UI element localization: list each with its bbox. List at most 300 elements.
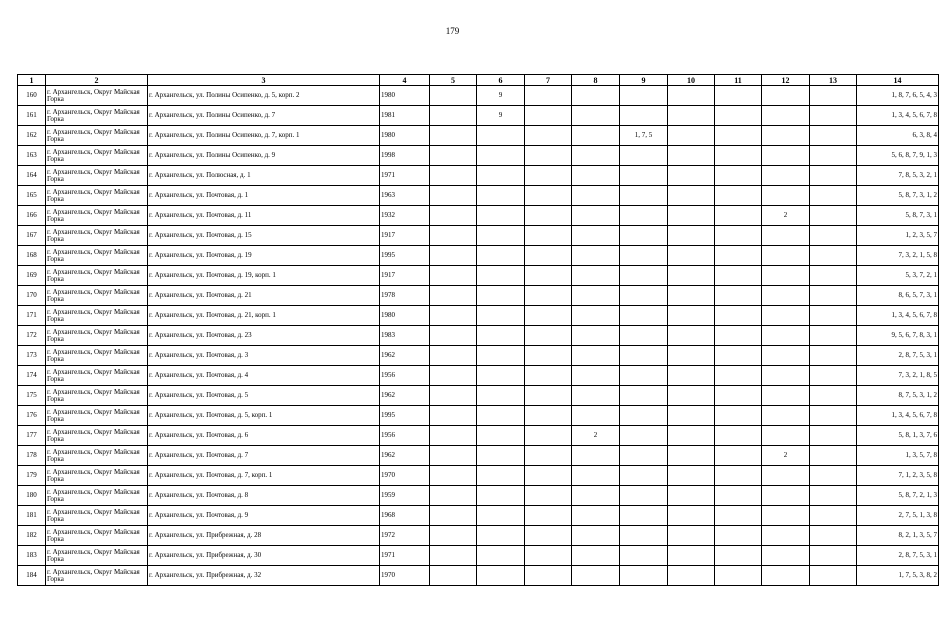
- cell-col-12: [762, 306, 810, 326]
- cell-col-7: [525, 306, 572, 326]
- cell-col-6: [477, 206, 525, 226]
- cell-col-1: 176: [18, 406, 46, 426]
- cell-col-6: [477, 566, 525, 586]
- table-row: [18, 466, 939, 486]
- cell-col-13: [810, 306, 857, 326]
- cell-col-13: [810, 146, 857, 166]
- cell-col-12: [762, 406, 810, 426]
- cell-col-12: [762, 146, 810, 166]
- cell-col-11: [715, 326, 762, 346]
- cell-col-4: 1963: [380, 186, 430, 206]
- cell-col-13: [810, 406, 857, 426]
- cell-col-9: 1, 7, 5: [620, 126, 668, 146]
- table-row: [18, 186, 939, 206]
- cell-col-12: [762, 386, 810, 406]
- cell-col-3: г. Архангельск, ул. Почтовая, д. 8: [148, 486, 380, 506]
- cell-col-4: 1971: [380, 546, 430, 566]
- cell-col-6: [477, 466, 525, 486]
- cell-col-1: 177: [18, 426, 46, 446]
- cell-col-3: г. Архангельск, ул. Прибрежная, д. 28: [148, 526, 380, 546]
- cell-col-5: [430, 166, 477, 186]
- cell-col-5: [430, 546, 477, 566]
- cell-col-8: [572, 466, 620, 486]
- cell-col-14: 2, 8, 7, 5, 3, 1: [857, 546, 939, 566]
- cell-col-10: [668, 266, 715, 286]
- cell-col-3: г. Архангельск, ул. Почтовая, д. 19: [148, 246, 380, 266]
- column-header-14: 14: [857, 75, 939, 86]
- cell-col-14: 5, 8, 7, 3, 1: [857, 206, 939, 226]
- cell-col-7: [525, 446, 572, 466]
- cell-col-1: 168: [18, 246, 46, 266]
- cell-col-12: [762, 266, 810, 286]
- cell-col-10: [668, 306, 715, 326]
- table-row: [18, 326, 939, 346]
- column-header-8: 8: [572, 75, 620, 86]
- cell-col-6: 9: [477, 106, 525, 126]
- cell-col-6: [477, 306, 525, 326]
- cell-col-14: 1, 3, 4, 5, 6, 7, 8: [857, 306, 939, 326]
- cell-col-10: [668, 206, 715, 226]
- cell-col-3: г. Архангельск, ул. Полины Осипенко, д. 5, корп. 2: [148, 86, 380, 106]
- cell-col-1: 181: [18, 506, 46, 526]
- cell-col-3: г. Архангельск, ул. Почтовая, д. 11: [148, 206, 380, 226]
- table-body: [18, 86, 939, 586]
- cell-col-6: [477, 286, 525, 306]
- table-row: [18, 546, 939, 566]
- cell-col-7: [525, 86, 572, 106]
- cell-col-13: [810, 366, 857, 386]
- cell-col-6: [477, 166, 525, 186]
- column-header-2: 2: [46, 75, 148, 86]
- cell-col-14: 7, 3, 2, 1, 5, 8: [857, 246, 939, 266]
- cell-col-14: 5, 6, 8, 7, 9, 1, 3: [857, 146, 939, 166]
- column-header-13: 13: [810, 75, 857, 86]
- cell-col-12: [762, 486, 810, 506]
- cell-col-14: 7, 1, 2, 3, 5, 8: [857, 466, 939, 486]
- cell-col-8: [572, 566, 620, 586]
- cell-col-14: 5, 8, 1, 3, 7, 6: [857, 426, 939, 446]
- cell-col-11: [715, 546, 762, 566]
- cell-col-14: 1, 3, 4, 5, 6, 7, 8: [857, 406, 939, 426]
- cell-col-11: [715, 106, 762, 126]
- cell-col-14: 8, 2, 1, 3, 5, 7: [857, 526, 939, 546]
- cell-col-4: 1980: [380, 126, 430, 146]
- cell-col-13: [810, 466, 857, 486]
- cell-col-2: г. Архангельск, Округ Майская Горка: [46, 366, 148, 386]
- cell-col-13: [810, 566, 857, 586]
- cell-col-10: [668, 346, 715, 366]
- column-header-4: 4: [380, 75, 430, 86]
- cell-col-2: г. Архангельск, Округ Майская Горка: [46, 186, 148, 206]
- cell-col-10: [668, 86, 715, 106]
- cell-col-9: [620, 546, 668, 566]
- cell-col-12: [762, 526, 810, 546]
- column-header-6: 6: [477, 75, 525, 86]
- cell-col-3: г. Архангельск, ул. Почтовая, д. 19, корп. 1: [148, 266, 380, 286]
- cell-col-9: [620, 166, 668, 186]
- cell-col-5: [430, 466, 477, 486]
- cell-col-14: 7, 8, 5, 3, 2, 1: [857, 166, 939, 186]
- cell-col-4: 1962: [380, 386, 430, 406]
- cell-col-6: [477, 326, 525, 346]
- cell-col-8: [572, 546, 620, 566]
- cell-col-9: [620, 426, 668, 446]
- cell-col-9: [620, 106, 668, 126]
- cell-col-3: г. Архангельск, ул. Почтовая, д. 7: [148, 446, 380, 466]
- cell-col-4: 1980: [380, 306, 430, 326]
- cell-col-11: [715, 446, 762, 466]
- cell-col-12: [762, 246, 810, 266]
- cell-col-5: [430, 486, 477, 506]
- cell-col-5: [430, 186, 477, 206]
- cell-col-2: г. Архангельск, Округ Майская Горка: [46, 246, 148, 266]
- cell-col-12: 2: [762, 446, 810, 466]
- cell-col-9: [620, 446, 668, 466]
- cell-col-5: [430, 226, 477, 246]
- table-row: [18, 166, 939, 186]
- cell-col-1: 179: [18, 466, 46, 486]
- cell-col-6: [477, 486, 525, 506]
- cell-col-7: [525, 346, 572, 366]
- cell-col-8: [572, 86, 620, 106]
- table-row: [18, 566, 939, 586]
- cell-col-10: [668, 166, 715, 186]
- cell-col-11: [715, 266, 762, 286]
- cell-col-13: [810, 486, 857, 506]
- cell-col-4: 1970: [380, 566, 430, 586]
- cell-col-9: [620, 266, 668, 286]
- cell-col-8: [572, 366, 620, 386]
- cell-col-6: [477, 426, 525, 446]
- cell-col-1: 175: [18, 386, 46, 406]
- cell-col-14: 5, 8, 7, 3, 1, 2: [857, 186, 939, 206]
- cell-col-2: г. Архангельск, Округ Майская Горка: [46, 446, 148, 466]
- cell-col-7: [525, 186, 572, 206]
- cell-col-11: [715, 166, 762, 186]
- cell-col-6: [477, 386, 525, 406]
- cell-col-7: [525, 566, 572, 586]
- cell-col-5: [430, 526, 477, 546]
- cell-col-3: г. Архангельск, ул. Почтовая, д. 7, корп. 1: [148, 466, 380, 486]
- cell-col-5: [430, 406, 477, 426]
- cell-col-13: [810, 106, 857, 126]
- cell-col-9: [620, 566, 668, 586]
- cell-col-13: [810, 326, 857, 346]
- cell-col-14: 2, 8, 7, 5, 3, 1: [857, 346, 939, 366]
- cell-col-1: 166: [18, 206, 46, 226]
- cell-col-7: [525, 466, 572, 486]
- cell-col-9: [620, 506, 668, 526]
- cell-col-13: [810, 186, 857, 206]
- cell-col-6: [477, 126, 525, 146]
- table-row: [18, 226, 939, 246]
- cell-col-7: [525, 426, 572, 446]
- cell-col-10: [668, 526, 715, 546]
- cell-col-7: [525, 206, 572, 226]
- cell-col-14: 5, 3, 7, 2, 1: [857, 266, 939, 286]
- cell-col-4: 1917: [380, 226, 430, 246]
- cell-col-2: г. Архангельск, Округ Майская Горка: [46, 546, 148, 566]
- cell-col-9: [620, 486, 668, 506]
- cell-col-3: г. Архангельск, ул. Почтовая, д. 21, корп. 1: [148, 306, 380, 326]
- cell-col-2: г. Архангельск, Округ Майская Горка: [46, 486, 148, 506]
- cell-col-13: [810, 346, 857, 366]
- cell-col-4: 1932: [380, 206, 430, 226]
- cell-col-11: [715, 206, 762, 226]
- cell-col-7: [525, 146, 572, 166]
- cell-col-4: 1971: [380, 166, 430, 186]
- cell-col-1: 184: [18, 566, 46, 586]
- table-row: [18, 106, 939, 126]
- cell-col-5: [430, 206, 477, 226]
- table-row: [18, 386, 939, 406]
- cell-col-7: [525, 166, 572, 186]
- cell-col-8: [572, 326, 620, 346]
- cell-col-10: [668, 326, 715, 346]
- cell-col-9: [620, 186, 668, 206]
- cell-col-10: [668, 286, 715, 306]
- cell-col-8: [572, 386, 620, 406]
- cell-col-2: г. Архангельск, Округ Майская Горка: [46, 266, 148, 286]
- cell-col-8: [572, 126, 620, 146]
- cell-col-7: [525, 546, 572, 566]
- cell-col-10: [668, 446, 715, 466]
- cell-col-9: [620, 346, 668, 366]
- cell-col-2: г. Архангельск, Округ Майская Горка: [46, 566, 148, 586]
- cell-col-4: 1970: [380, 466, 430, 486]
- cell-col-11: [715, 286, 762, 306]
- cell-col-3: г. Архангельск, ул. Почтовая, д. 1: [148, 186, 380, 206]
- table-row: [18, 246, 939, 266]
- cell-col-7: [525, 406, 572, 426]
- cell-col-12: [762, 286, 810, 306]
- cell-col-6: [477, 366, 525, 386]
- cell-col-10: [668, 146, 715, 166]
- cell-col-4: 1917: [380, 266, 430, 286]
- cell-col-8: [572, 226, 620, 246]
- cell-col-7: [525, 226, 572, 246]
- cell-col-13: [810, 166, 857, 186]
- cell-col-4: 1962: [380, 446, 430, 466]
- cell-col-11: [715, 86, 762, 106]
- cell-col-4: 1956: [380, 426, 430, 446]
- cell-col-5: [430, 366, 477, 386]
- cell-col-7: [525, 286, 572, 306]
- column-header-1: 1: [18, 75, 46, 86]
- cell-col-5: [430, 126, 477, 146]
- cell-col-11: [715, 406, 762, 426]
- cell-col-5: [430, 566, 477, 586]
- cell-col-1: 167: [18, 226, 46, 246]
- cell-col-12: [762, 506, 810, 526]
- table-row: [18, 86, 939, 106]
- cell-col-3: г. Архангельск, ул. Почтовая, д. 15: [148, 226, 380, 246]
- column-header-12: 12: [762, 75, 810, 86]
- cell-col-11: [715, 426, 762, 446]
- cell-col-8: [572, 286, 620, 306]
- cell-col-6: [477, 406, 525, 426]
- cell-col-14: 1, 3, 4, 5, 6, 7, 8: [857, 106, 939, 126]
- cell-col-14: 2, 7, 5, 1, 3, 8: [857, 506, 939, 526]
- cell-col-4: 1983: [380, 326, 430, 346]
- cell-col-2: г. Архангельск, Округ Майская Горка: [46, 106, 148, 126]
- cell-col-13: [810, 426, 857, 446]
- cell-col-2: г. Архангельск, Округ Майская Горка: [46, 286, 148, 306]
- table-row: [18, 306, 939, 326]
- cell-col-6: [477, 446, 525, 466]
- cell-col-1: 170: [18, 286, 46, 306]
- cell-col-7: [525, 526, 572, 546]
- cell-col-6: [477, 546, 525, 566]
- cell-col-14: 5, 8, 7, 2, 1, 3: [857, 486, 939, 506]
- cell-col-7: [525, 486, 572, 506]
- cell-col-7: [525, 106, 572, 126]
- cell-col-2: г. Архангельск, Округ Майская Горка: [46, 226, 148, 246]
- cell-col-3: г. Архангельск, ул. Почтовая, д. 5: [148, 386, 380, 406]
- cell-col-13: [810, 226, 857, 246]
- cell-col-3: г. Архангельск, ул. Полины Осипенко, д. 7, корп. 1: [148, 126, 380, 146]
- cell-col-12: [762, 366, 810, 386]
- register-table: [17, 74, 939, 586]
- cell-col-7: [525, 246, 572, 266]
- cell-col-7: [525, 326, 572, 346]
- cell-col-6: [477, 226, 525, 246]
- cell-col-14: 9, 5, 6, 7, 8, 3, 1: [857, 326, 939, 346]
- cell-col-4: 1995: [380, 406, 430, 426]
- cell-col-12: [762, 166, 810, 186]
- cell-col-4: 1956: [380, 366, 430, 386]
- table-row: [18, 286, 939, 306]
- cell-col-8: [572, 186, 620, 206]
- cell-col-3: г. Архангельск, ул. Прибрежная, д. 32: [148, 566, 380, 586]
- cell-col-1: 169: [18, 266, 46, 286]
- cell-col-9: [620, 206, 668, 226]
- cell-col-5: [430, 326, 477, 346]
- cell-col-14: 1, 2, 3, 5, 7: [857, 226, 939, 246]
- cell-col-4: 1978: [380, 286, 430, 306]
- table-row: [18, 146, 939, 166]
- table-row: [18, 446, 939, 466]
- table-row: [18, 506, 939, 526]
- cell-col-3: г. Архангельск, ул. Почтовая, д. 21: [148, 286, 380, 306]
- cell-col-7: [525, 366, 572, 386]
- cell-col-11: [715, 366, 762, 386]
- cell-col-12: [762, 546, 810, 566]
- cell-col-13: [810, 446, 857, 466]
- cell-col-12: [762, 226, 810, 246]
- cell-col-3: г. Архангельск, ул. Полины Осипенко, д. 7: [148, 106, 380, 126]
- cell-col-4: 1959: [380, 486, 430, 506]
- cell-col-5: [430, 306, 477, 326]
- cell-col-10: [668, 506, 715, 526]
- cell-col-10: [668, 226, 715, 246]
- cell-col-5: [430, 386, 477, 406]
- cell-col-7: [525, 506, 572, 526]
- cell-col-5: [430, 86, 477, 106]
- cell-col-3: г. Архангельск, ул. Почтовая, д. 9: [148, 506, 380, 526]
- cell-col-6: [477, 266, 525, 286]
- cell-col-10: [668, 426, 715, 446]
- cell-col-12: [762, 186, 810, 206]
- cell-col-2: г. Архангельск, Округ Майская Горка: [46, 506, 148, 526]
- cell-col-10: [668, 486, 715, 506]
- column-header-3: 3: [148, 75, 380, 86]
- table-row: [18, 126, 939, 146]
- cell-col-5: [430, 266, 477, 286]
- cell-col-14: 7, 3, 2, 1, 8, 5: [857, 366, 939, 386]
- cell-col-5: [430, 506, 477, 526]
- cell-col-13: [810, 386, 857, 406]
- cell-col-6: [477, 346, 525, 366]
- cell-col-14: 1, 8, 7, 6, 5, 4, 3: [857, 86, 939, 106]
- table-row: [18, 206, 939, 226]
- cell-col-1: 172: [18, 326, 46, 346]
- cell-col-13: [810, 266, 857, 286]
- cell-col-5: [430, 106, 477, 126]
- cell-col-11: [715, 146, 762, 166]
- cell-col-8: [572, 266, 620, 286]
- cell-col-7: [525, 386, 572, 406]
- cell-col-6: [477, 246, 525, 266]
- cell-col-10: [668, 126, 715, 146]
- cell-col-9: [620, 406, 668, 426]
- column-header-10: 10: [668, 75, 715, 86]
- cell-col-10: [668, 246, 715, 266]
- cell-col-8: [572, 246, 620, 266]
- cell-col-3: г. Архангельск, ул. Полюсная, д. 1: [148, 166, 380, 186]
- cell-col-14: 8, 6, 5, 7, 3, 1: [857, 286, 939, 306]
- cell-col-2: г. Архангельск, Округ Майская Горка: [46, 386, 148, 406]
- cell-col-1: 173: [18, 346, 46, 366]
- cell-col-9: [620, 286, 668, 306]
- cell-col-12: [762, 106, 810, 126]
- cell-col-14: 8, 7, 5, 3, 1, 2: [857, 386, 939, 406]
- cell-col-13: [810, 126, 857, 146]
- cell-col-1: 165: [18, 186, 46, 206]
- cell-col-8: [572, 446, 620, 466]
- cell-col-14: 1, 7, 5, 3, 8, 2: [857, 566, 939, 586]
- table-row: [18, 366, 939, 386]
- header-row: [18, 75, 939, 86]
- cell-col-13: [810, 506, 857, 526]
- cell-col-2: г. Архангельск, Округ Майская Горка: [46, 306, 148, 326]
- cell-col-10: [668, 546, 715, 566]
- cell-col-3: г. Архангельск, ул. Почтовая, д. 23: [148, 326, 380, 346]
- cell-col-2: г. Архангельск, Округ Майская Горка: [46, 326, 148, 346]
- page-number: 179: [445, 26, 460, 36]
- cell-col-1: 161: [18, 106, 46, 126]
- cell-col-9: [620, 226, 668, 246]
- cell-col-10: [668, 466, 715, 486]
- cell-col-2: г. Архангельск, Округ Майская Горка: [46, 406, 148, 426]
- cell-col-8: [572, 106, 620, 126]
- cell-col-2: г. Архангельск, Округ Майская Горка: [46, 206, 148, 226]
- cell-col-13: [810, 526, 857, 546]
- cell-col-1: 171: [18, 306, 46, 326]
- cell-col-1: 160: [18, 86, 46, 106]
- cell-col-12: [762, 86, 810, 106]
- table-row: [18, 266, 939, 286]
- cell-col-9: [620, 466, 668, 486]
- cell-col-4: 1962: [380, 346, 430, 366]
- cell-col-11: [715, 386, 762, 406]
- cell-col-5: [430, 426, 477, 446]
- cell-col-2: г. Архангельск, Округ Майская Горка: [46, 86, 148, 106]
- cell-col-3: г. Архангельск, ул. Почтовая, д. 3: [148, 346, 380, 366]
- cell-col-8: 2: [572, 426, 620, 446]
- cell-col-8: [572, 486, 620, 506]
- cell-col-11: [715, 246, 762, 266]
